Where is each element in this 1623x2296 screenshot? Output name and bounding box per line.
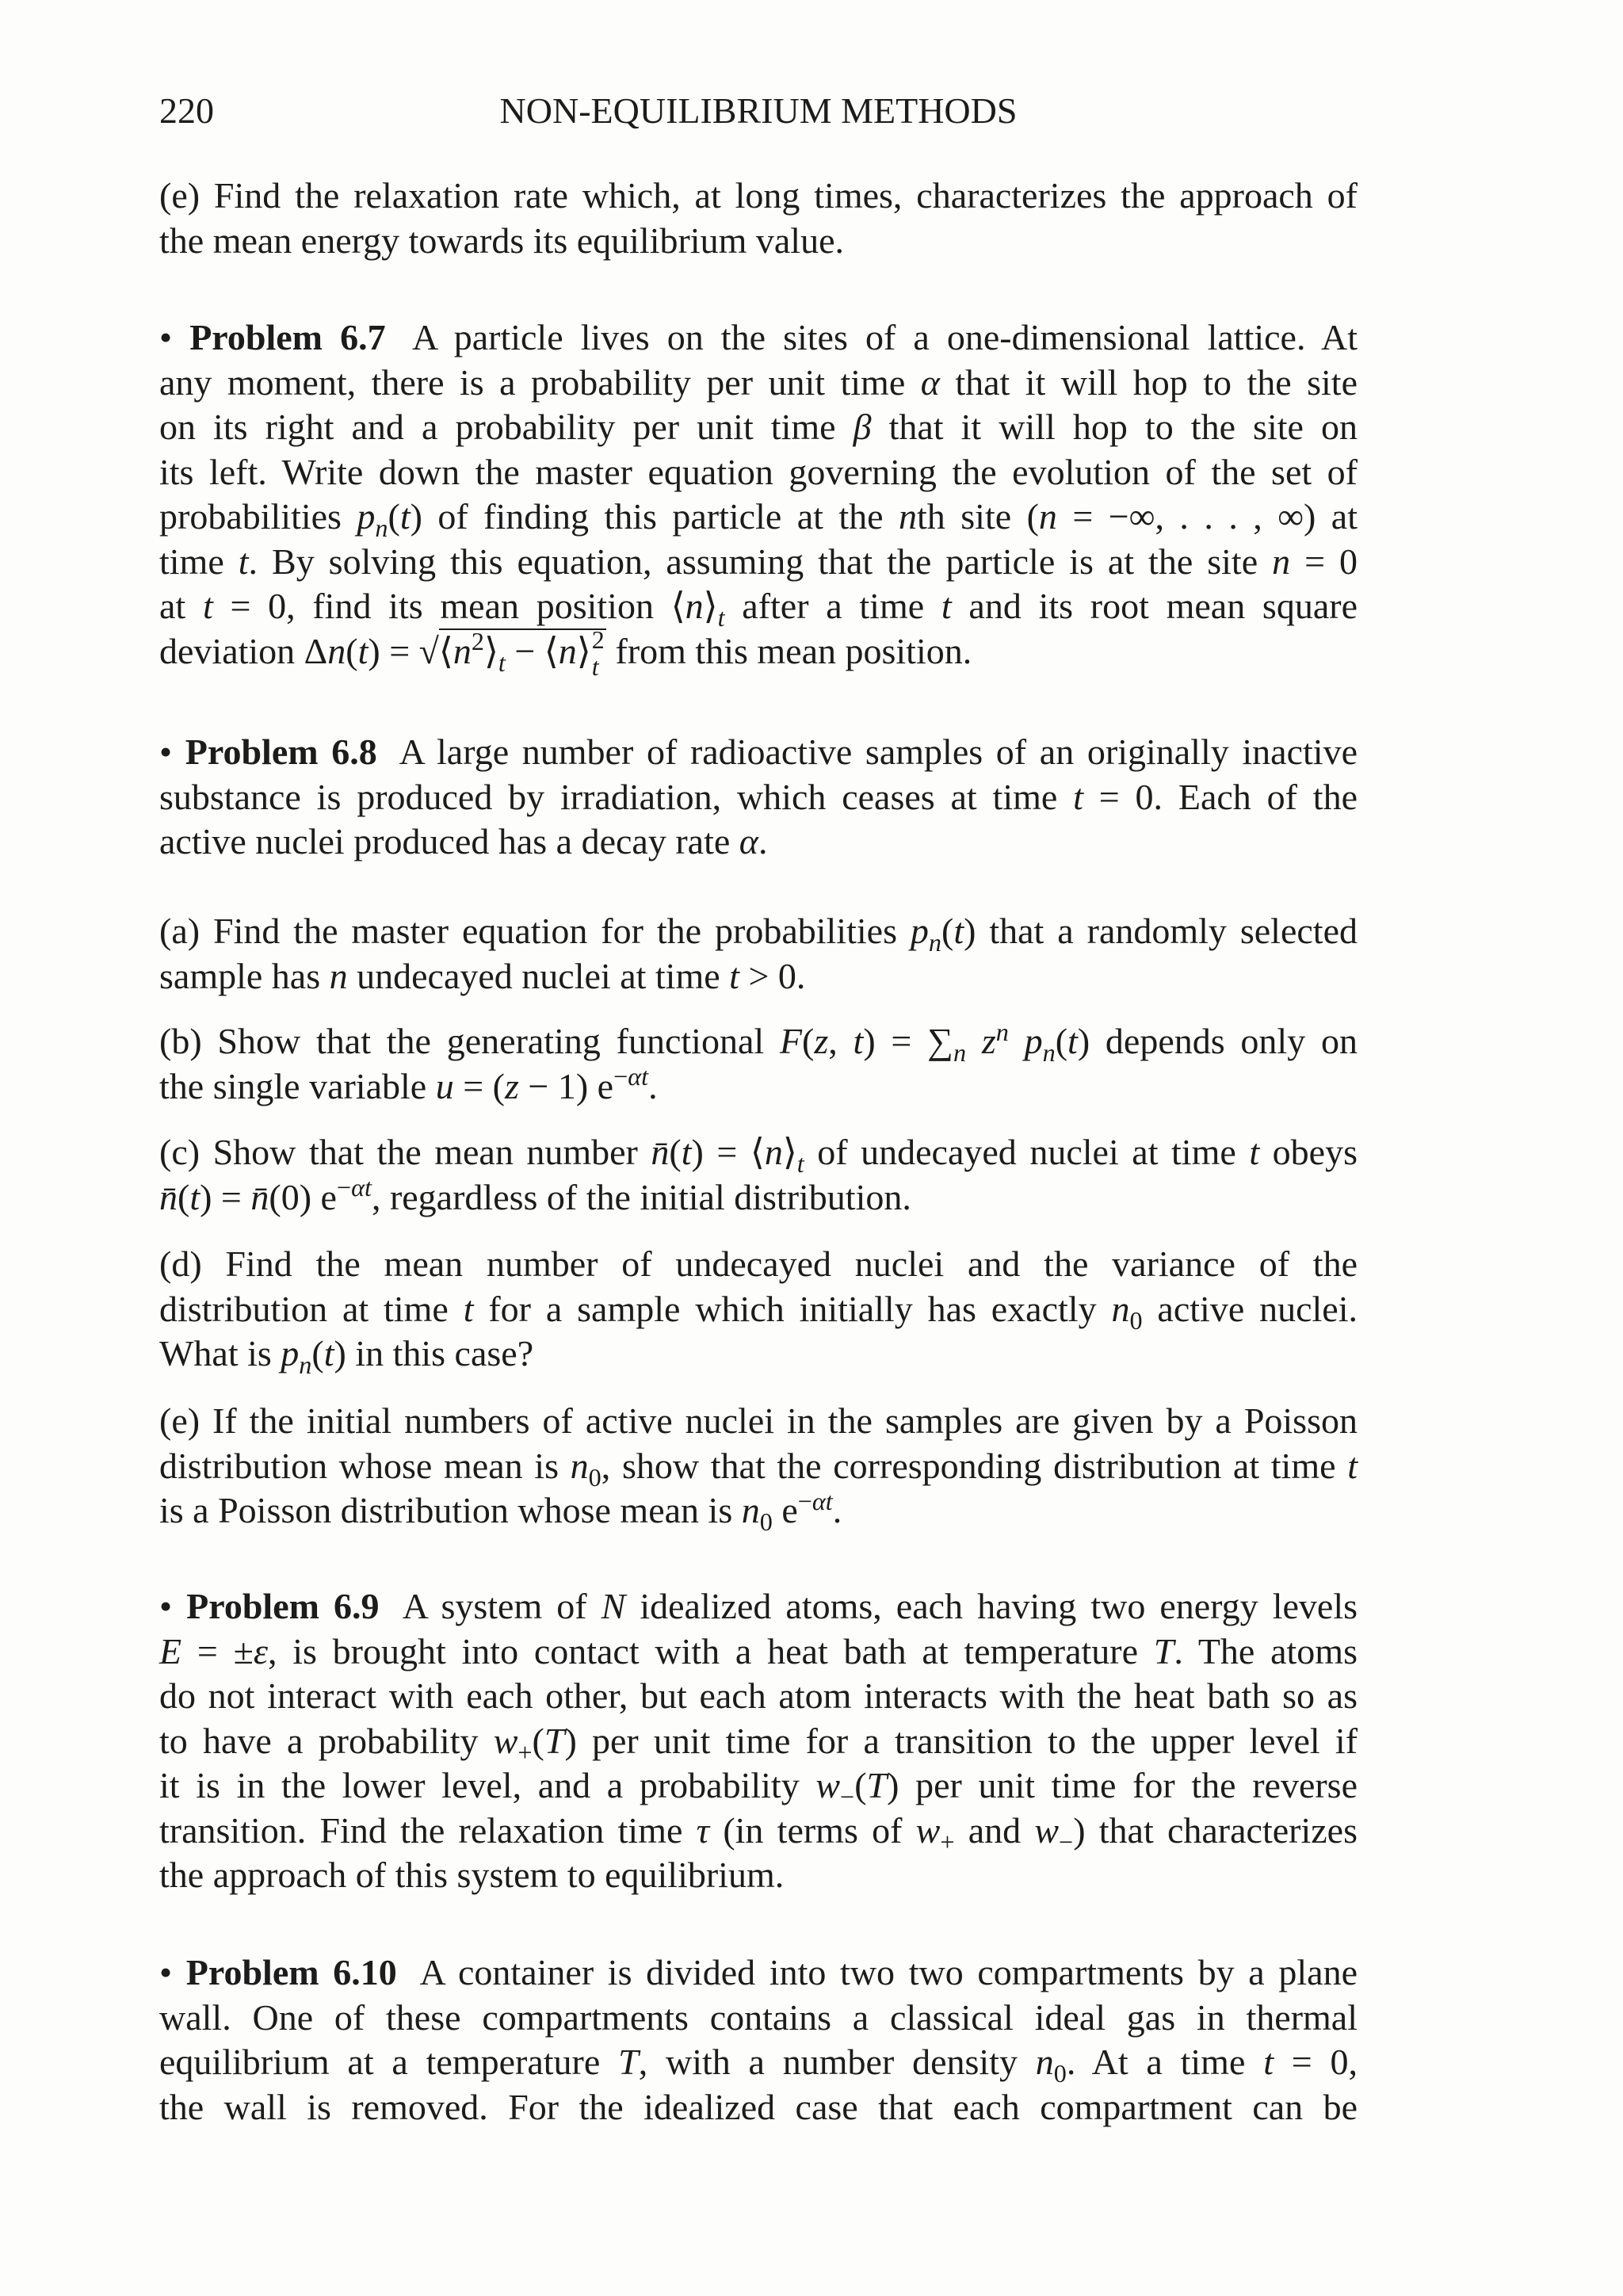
text-line <box>159 2040 1358 2088</box>
text-line <box>159 1444 1358 1492</box>
text-run: ( <box>388 496 400 537</box>
text-run: wall. One of these compartments contains a classical ideal gas in thermal <box>159 1996 1358 2038</box>
superscript <box>613 1062 648 1091</box>
math-italic: α <box>739 821 758 861</box>
math-italic: t <box>941 586 952 626</box>
text-run <box>966 1021 982 1061</box>
math-italic: n <box>1272 541 1291 582</box>
math-italic: w <box>815 1765 841 1805</box>
subscript: n <box>928 928 941 957</box>
text-run: − 1) e <box>518 1065 614 1106</box>
text-run: A container is divided into two two compartments by a plane <box>407 1952 1358 1992</box>
text-run: and <box>954 1809 1035 1851</box>
text-run: . By solving this equation, assuming that the particle is at the site <box>248 541 1273 582</box>
text-run: ) in this case? <box>334 1333 534 1373</box>
text-run: after a time <box>724 586 941 626</box>
square-root-radicand <box>438 625 606 681</box>
text-line <box>159 819 1358 865</box>
problem-6-8-part-a <box>159 909 1358 999</box>
math-italic: E <box>159 1630 182 1671</box>
math-italic: αt <box>812 1486 833 1515</box>
subscript: t <box>796 1149 804 1179</box>
math-italic: t <box>729 955 739 996</box>
text-run: ⟨ <box>438 630 453 671</box>
text-run: (a) Find the master equation for the probabilities <box>159 911 911 951</box>
math-italic: p <box>281 1333 300 1373</box>
text-run: − ⟨ <box>505 630 559 671</box>
running-header <box>159 89 1358 133</box>
subscript: 0 <box>1129 1305 1143 1335</box>
text-line <box>159 1853 1358 1898</box>
math-italic: n <box>327 630 346 671</box>
problem-6-8-part-d <box>159 1242 1358 1380</box>
text-line <box>159 1287 1358 1335</box>
math-italic: t <box>853 1021 864 1061</box>
math-italic: t <box>202 586 213 626</box>
subscript: t <box>498 648 506 677</box>
text-run: = ± <box>181 1630 254 1671</box>
text-run: for a sample which initially has exactly <box>473 1288 1112 1329</box>
problem-6-8-part-b <box>159 1019 1358 1109</box>
text-run: ⟩ <box>703 586 718 626</box>
text-run: = 0. Each of the <box>1083 776 1358 817</box>
text-run: (b) Show that the generating functional <box>159 1021 780 1061</box>
text-run: = 0, find its mean position ⟨ <box>212 586 685 626</box>
text-line <box>159 1399 1358 1444</box>
text-run: the single variable <box>159 1065 436 1106</box>
text-run: active nuclei produced has a decay rate <box>159 821 739 861</box>
math-italic: n̄ <box>651 1132 670 1172</box>
math-italic: t <box>1073 776 1083 817</box>
math-italic: n <box>899 496 918 537</box>
text-line <box>159 1175 1358 1221</box>
text-run: , show that the corresponding distribution at time <box>601 1445 1348 1486</box>
problem-6-8-part-e <box>159 1399 1358 1537</box>
text-run: = ( <box>453 1065 505 1106</box>
text-line <box>159 315 1358 361</box>
text-line <box>159 219 1358 264</box>
problem-part-e-continued <box>159 174 1358 263</box>
text-run: . <box>832 1490 842 1530</box>
text-line <box>159 1809 1358 1854</box>
text-run: ) of finding this particle at the <box>410 496 899 537</box>
superscript <box>798 1487 833 1515</box>
text-line <box>159 450 1358 495</box>
text-run: ( <box>802 1021 815 1061</box>
text-run: ) depends only on <box>1077 1021 1358 1061</box>
text-run: − <box>613 1062 628 1091</box>
text-run: ) per unit time for a transition to the upper level if <box>564 1720 1358 1761</box>
text-run: ) that a randomly selected <box>964 911 1358 951</box>
math-italic: t <box>1067 1021 1078 1061</box>
text-line <box>159 1950 1358 1996</box>
problem-6-9 <box>159 1584 1358 1898</box>
superscript: 2 <box>591 625 605 654</box>
math-italic: u <box>435 1065 454 1106</box>
math-italic: t <box>189 1176 200 1217</box>
text-run: . At a time <box>1066 2042 1264 2082</box>
subscript: 0 <box>759 1507 773 1537</box>
math-italic: t <box>238 541 249 582</box>
text-run: it is in the lower level, and a probability <box>159 1765 816 1805</box>
text-line <box>159 730 1358 775</box>
text-run: is a Poisson distribution whose mean is <box>159 1490 742 1530</box>
math-italic: w <box>1034 1809 1060 1851</box>
text-run: ( <box>1055 1021 1068 1061</box>
text-run: (e) If the initial numbers of active nuclei in the samples are given by a Poisson <box>159 1400 1358 1441</box>
text-run: . <box>758 821 768 861</box>
math-italic: t <box>1263 2042 1274 2082</box>
text-run: ( <box>669 1132 682 1172</box>
text-run: > 0. <box>739 955 806 996</box>
math-italic: α <box>920 361 940 403</box>
math-italic: w <box>493 1720 518 1761</box>
text-run: ) that characterizes <box>1073 1809 1358 1851</box>
math-italic: n <box>570 1445 589 1486</box>
text-run: idealized atoms, each having two energy levels <box>625 1586 1358 1626</box>
text-run: = 0 <box>1290 541 1358 582</box>
text-run: from this mean position. <box>606 630 972 671</box>
text-line <box>159 1130 1358 1179</box>
text-line <box>159 775 1358 820</box>
subscript: + <box>940 1827 955 1856</box>
text-line <box>159 1064 1358 1110</box>
text-run: probabilities <box>159 496 357 537</box>
problem-label: Problem 6.8 <box>185 732 377 772</box>
text-line <box>159 1763 1358 1812</box>
text-run: ( <box>854 1765 867 1805</box>
text-run: ( <box>178 1176 190 1217</box>
text-run: at <box>159 586 203 626</box>
sub-superscript <box>591 625 606 681</box>
math-italic: t <box>399 496 411 537</box>
problem-6-8-part-c <box>159 1130 1358 1220</box>
text-run: ⟩ <box>483 630 498 671</box>
math-italic: n̄ <box>159 1176 178 1217</box>
text-line <box>159 495 1358 543</box>
text-run: ⟩ <box>782 1132 797 1172</box>
math-italic: n <box>329 955 348 996</box>
text-line <box>159 1674 1358 1719</box>
text-run: transition. Find the relaxation time <box>159 1809 697 1851</box>
math-italic: T <box>618 2042 639 2082</box>
subscript: + <box>517 1737 533 1767</box>
math-italic: T <box>1153 1630 1174 1671</box>
math-italic: z <box>981 1021 996 1061</box>
text-line <box>159 1719 1358 1767</box>
text-line <box>159 1584 1358 1629</box>
math-italic: t <box>357 630 369 671</box>
text-run: do not interact with each other, but each atom interacts with the heat bath so as <box>159 1675 1358 1716</box>
math-italic: n <box>1035 2042 1054 2082</box>
text-run: , is brought into contact with a heat bath at temperature <box>267 1630 1154 1671</box>
text-run: − <box>336 1173 352 1202</box>
math-italic: t <box>463 1288 474 1329</box>
text-run: to have a probability <box>159 1720 494 1761</box>
text-run: , <box>828 1021 854 1061</box>
subscript: n <box>1042 1038 1056 1068</box>
math-italic: τ <box>696 1809 710 1851</box>
text-run: ) = ⟨ <box>691 1132 765 1172</box>
math-italic: n <box>741 1490 760 1530</box>
text-run: (c) Show that the mean number <box>159 1132 651 1172</box>
text-line <box>159 2085 1358 2130</box>
text-run: distribution at time <box>159 1288 464 1329</box>
text-run: any moment, there is a probability per unit time <box>159 361 921 403</box>
math-italic: t <box>1347 1445 1358 1486</box>
text-run: the approach of this system to equilibrium. <box>159 1855 785 1895</box>
math-italic: z <box>504 1065 519 1106</box>
text-line <box>159 405 1358 450</box>
text-run: deviation Δ <box>159 630 328 671</box>
text-run: . <box>648 1065 658 1106</box>
text-line <box>159 361 1358 406</box>
text-line <box>159 1331 1358 1380</box>
subscript: − <box>1059 1827 1074 1856</box>
subscript: 0 <box>1053 2059 1067 2088</box>
math-italic: αt <box>628 1062 649 1091</box>
text-run: (0) e <box>269 1176 337 1217</box>
text-line <box>159 1486 1358 1537</box>
running-title: NON-EQUILIBRIUM METHODS <box>499 90 1018 131</box>
math-italic: ε <box>253 1630 268 1671</box>
math-italic: n <box>1038 496 1057 537</box>
superscript: n <box>995 1017 1009 1046</box>
math-italic: n <box>764 1132 783 1172</box>
text-line <box>159 584 1358 632</box>
text-run: ) per unit time for the reverse <box>887 1765 1358 1805</box>
text-run: on its right and a probability per unit time <box>159 407 854 447</box>
text-line <box>159 1242 1358 1287</box>
math-italic: N <box>601 1586 626 1626</box>
text-run <box>1009 1021 1025 1061</box>
text-run: What is <box>159 1333 281 1373</box>
text-run: ( <box>532 1720 544 1761</box>
subscript: n <box>953 1038 967 1068</box>
text-run: , regardless of the initial distribution. <box>371 1176 911 1217</box>
text-line <box>159 909 1358 957</box>
text-run: • <box>159 317 190 357</box>
math-italic: p <box>1024 1021 1043 1061</box>
text-run: active nuclei. <box>1142 1288 1358 1329</box>
subscript: 0 <box>588 1462 601 1492</box>
text-run: (e) Find the relaxation rate which, at long times, characterizes the approach of <box>159 175 1358 216</box>
text-run: ⟩ <box>576 630 591 671</box>
math-italic: T <box>544 1720 565 1761</box>
problem-6-10 <box>159 1950 1358 2130</box>
superscript <box>337 1173 372 1201</box>
problem-label: Problem 6.9 <box>186 1586 380 1626</box>
text-run: ( <box>346 630 358 671</box>
math-italic: t <box>953 911 964 951</box>
text-run: the mean energy towards its equilibrium value. <box>159 220 844 261</box>
text-line <box>159 540 1358 585</box>
math-italic: n <box>1111 1288 1130 1329</box>
math-italic: n <box>685 586 704 626</box>
text-run: and its root mean square <box>951 586 1358 626</box>
text-run: ( <box>941 911 954 951</box>
math-italic: w <box>915 1809 941 1851</box>
text-run: that it will hop to the site <box>939 361 1358 403</box>
text-run: A particle lives on the sites of a one-dimensional lattice. At <box>396 317 1358 357</box>
text-run: , with a number density <box>638 2042 1036 2082</box>
text-line <box>159 954 1358 999</box>
text-run: ) = ∑ <box>863 1021 953 1061</box>
math-italic: z <box>814 1021 829 1061</box>
text-line <box>159 625 1358 681</box>
text-run: ( <box>311 1333 324 1373</box>
text-run: − <box>797 1486 812 1515</box>
math-italic: t <box>1249 1132 1260 1172</box>
text-run: • <box>159 1586 187 1626</box>
text-run: obeys <box>1259 1132 1358 1172</box>
text-run: th site ( <box>917 496 1039 537</box>
text-run: equilibrium at a temperature <box>159 2042 619 2082</box>
math-italic: αt <box>351 1173 372 1202</box>
text-line <box>159 174 1358 219</box>
superscript: 2 <box>471 627 484 656</box>
math-italic: T <box>866 1765 888 1805</box>
subscript: t <box>717 603 725 632</box>
text-run: e <box>772 1490 798 1530</box>
math-italic: β <box>853 407 872 447</box>
problem-6-7 <box>159 315 1358 681</box>
subscript: n <box>375 514 388 543</box>
text-run: of undecayed nuclei at time <box>804 1132 1250 1172</box>
problem-label: Problem 6.10 <box>185 1952 397 1992</box>
text-run: substance is produced by irradiation, which ceases at time <box>159 776 1074 817</box>
math-italic: p <box>910 911 929 951</box>
text-run: its left. Write down the master equation governing the evolution of the set of <box>159 451 1358 492</box>
text-run: ) = √ <box>368 630 439 671</box>
text-run: distribution whose mean is <box>159 1445 571 1486</box>
text-run: A system of <box>390 1586 601 1626</box>
text-run: (d) Find the mean number of undecayed nuclei and the variance of the <box>159 1244 1358 1284</box>
text-run: ) = <box>200 1176 251 1217</box>
text-line <box>159 1017 1358 1068</box>
text-run: sample has <box>159 955 330 996</box>
subscript: t <box>591 651 599 681</box>
text-run: undecayed nuclei at time <box>347 955 730 996</box>
text-run: • <box>159 1952 186 1992</box>
math-italic: t <box>681 1132 692 1172</box>
problem-label: Problem 6.7 <box>189 317 386 357</box>
math-italic: n̄ <box>250 1176 269 1217</box>
page-number: 220 <box>159 90 214 131</box>
math-italic: t <box>323 1333 334 1373</box>
text-run: A large number of radioactive samples of an originally inactive <box>388 732 1358 772</box>
math-italic: F <box>779 1021 803 1061</box>
subscript: n <box>299 1350 312 1380</box>
text-run: . The atoms <box>1174 1630 1358 1671</box>
text-run: (in terms of <box>709 1809 916 1851</box>
text-run: = −∞, . . . , ∞) at <box>1056 496 1358 537</box>
text-line <box>159 1996 1358 2041</box>
text-run: the wall is removed. For the idealized case that each compartment can be <box>159 2086 1358 2127</box>
text-run: • <box>159 732 185 772</box>
text-run: = 0, <box>1273 2042 1358 2082</box>
subscript: − <box>840 1782 855 1812</box>
text-run: that it will hop to the site on <box>871 407 1358 447</box>
text-line <box>159 1629 1358 1675</box>
text-run: time <box>159 541 239 582</box>
problem-6-8 <box>159 730 1358 865</box>
math-italic: n <box>453 630 472 671</box>
math-italic: n <box>558 630 577 671</box>
math-italic: p <box>357 496 376 537</box>
